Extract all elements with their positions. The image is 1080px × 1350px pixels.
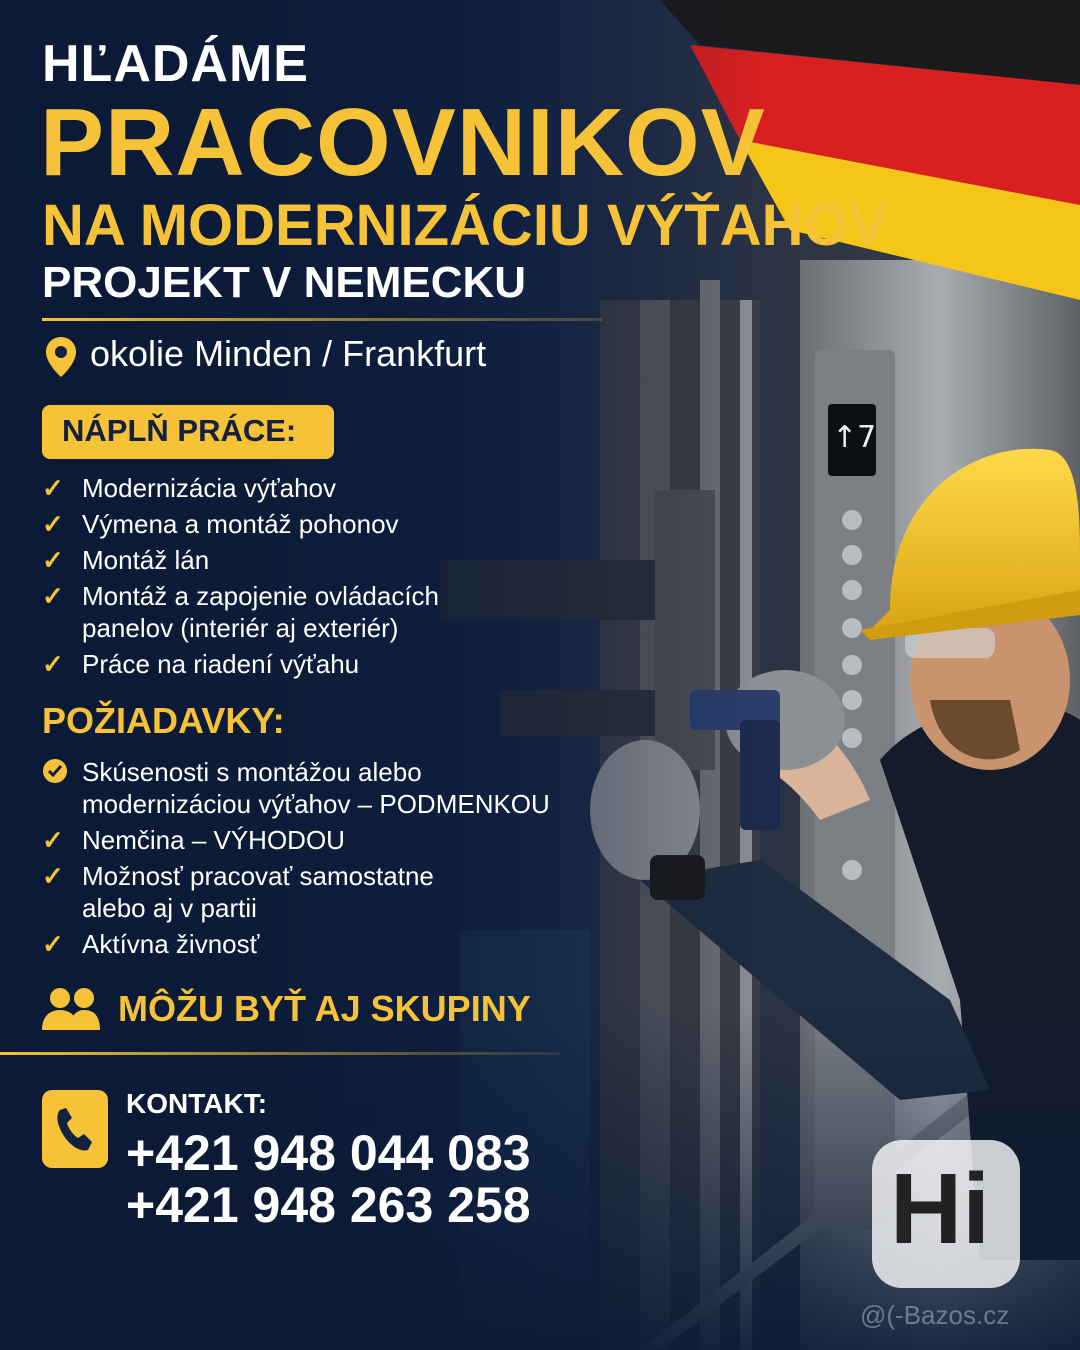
list-item: ✓ Práce na riadení výťahu (42, 649, 360, 679)
divider (0, 1052, 560, 1055)
list-item: ✓ Montáž a zapojenie ovládacích (42, 581, 440, 611)
requirements-list (42, 756, 550, 964)
elevator-floor-display: ↑7 (832, 420, 877, 455)
list-item-continued: modernizáciou výťahov – PODMENKOU (82, 789, 550, 819)
phone-number-2[interactable]: +421 948 263 258 (126, 1177, 531, 1233)
headline-pracovnikov: PRACOVNIKOV (40, 89, 766, 196)
duties-badge-label: NÁPLŇ PRÁCE: (62, 413, 297, 448)
duties-list (42, 472, 439, 684)
list-item: ✓ Nemčina – VÝHODOU (42, 825, 345, 855)
list-item-continued: alebo aj v partii (82, 893, 257, 923)
phone-icon (42, 1090, 108, 1168)
check-icon: ✓ (42, 509, 64, 539)
list-item: ✓ Aktívna živnosť (42, 929, 260, 959)
badge-check-icon (42, 756, 70, 786)
divider (42, 318, 602, 321)
check-icon: ✓ (42, 545, 64, 575)
phone-number-1[interactable]: +421 948 044 083 (126, 1125, 531, 1181)
hi-logo-text: Hi (890, 1153, 990, 1265)
list-item: ✓ Montáž lán (42, 545, 210, 575)
check-icon: ✓ (42, 929, 64, 959)
list-item: Skúsenosti s montážou alebo (42, 756, 550, 788)
contact-label: KONTAKT: (126, 1088, 268, 1119)
headline-projekt: PROJEKT V NEMECKU (42, 258, 527, 307)
groups-text: MÔŽU BYŤ AJ SKUPINY (118, 988, 531, 1029)
headline-modernizacia: NA MODERNIZÁCIU VÝŤAHOV (42, 193, 888, 258)
group-icon (40, 986, 102, 1032)
check-icon: ✓ (42, 825, 64, 855)
phone-icon-box (42, 1090, 108, 1168)
list-item: ✓ Modernizácia výťahov (42, 473, 336, 503)
bazos-watermark: @(-Bazos.cz (860, 1300, 1010, 1330)
list-item: ✓ Možnosť pracovať samostatne (42, 861, 434, 891)
map-pin-icon (44, 336, 78, 378)
check-icon: ✓ (42, 649, 64, 679)
requirements-title: POŽIADAVKY: (42, 700, 285, 741)
check-icon: ✓ (42, 861, 64, 891)
list-item-continued: panelov (interiér aj exteriér) (82, 613, 399, 643)
headline-hladame: HĽADÁME (42, 35, 309, 93)
check-icon: ✓ (42, 473, 64, 503)
check-icon: ✓ (42, 581, 64, 611)
location-text: okolie Minden / Frankfurt (90, 333, 487, 374)
list-item: ✓ Výmena a montáž pohonov (42, 509, 399, 539)
